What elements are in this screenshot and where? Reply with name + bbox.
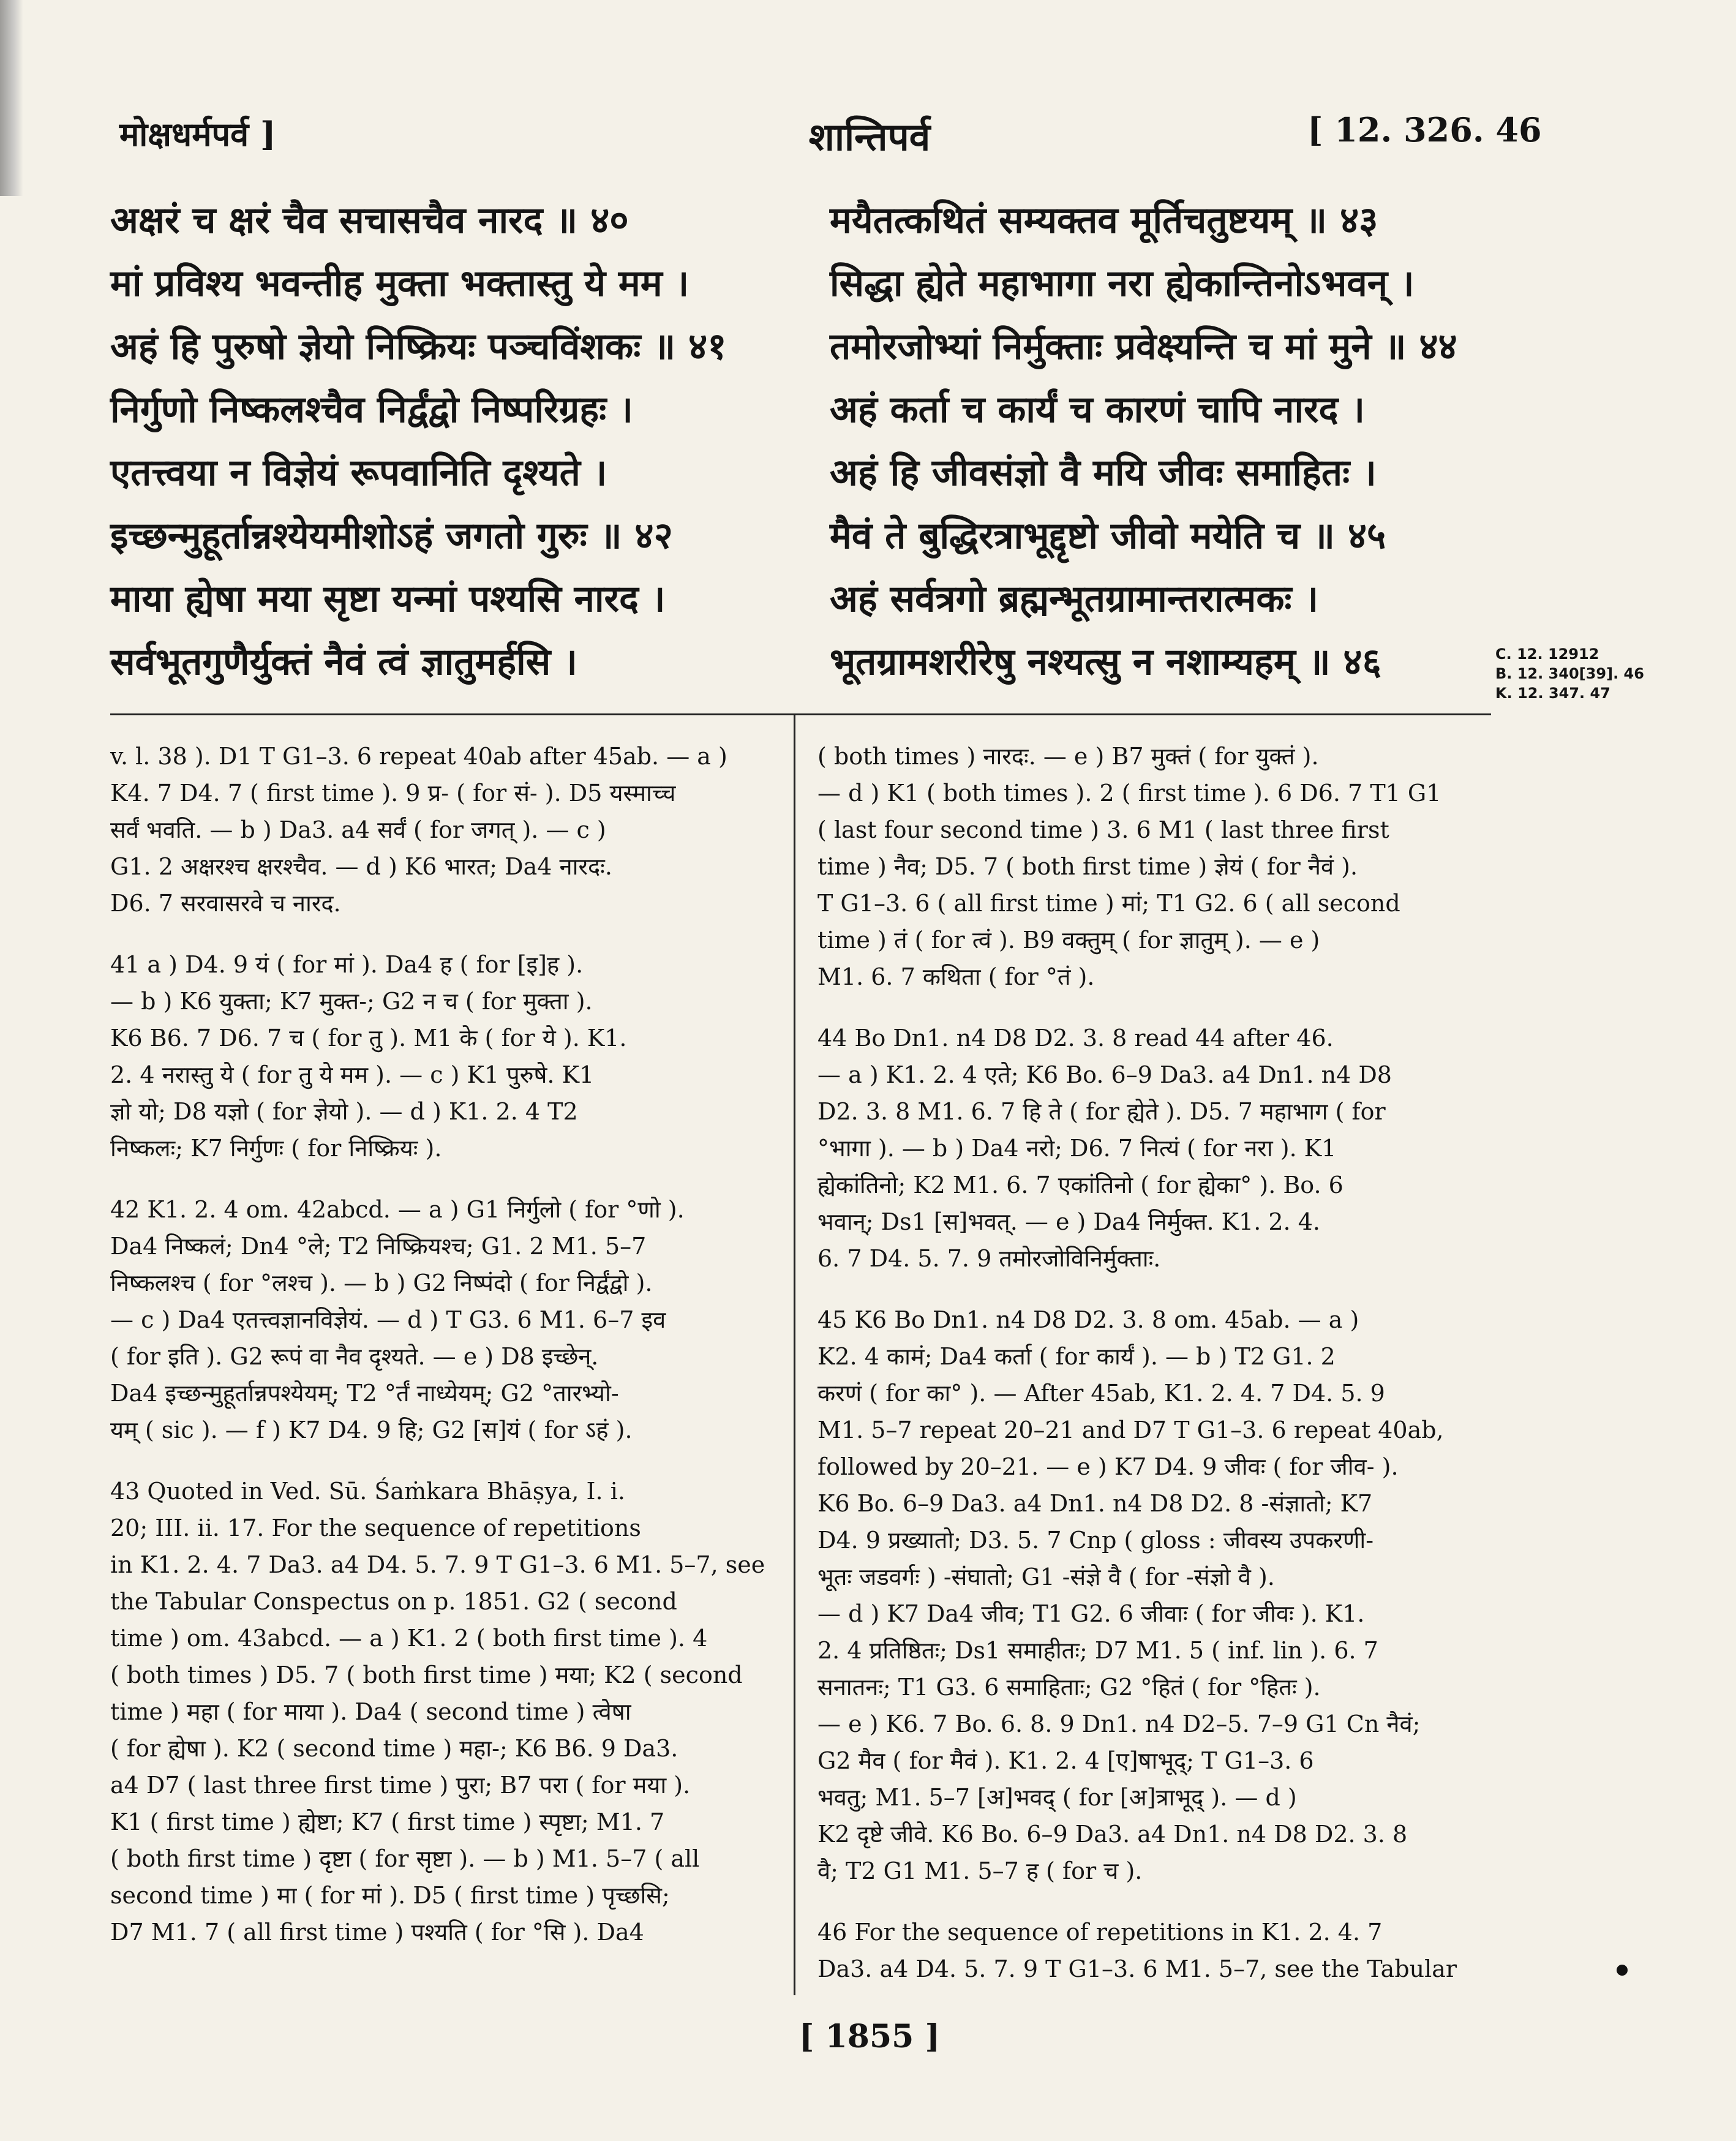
header-verse-reference: [ 12. 326. 46 [1307, 110, 1542, 149]
note-line: time ) महा ( for माया ). Da4 ( second time ) त्वेषा [110, 1698, 631, 1725]
note-paragraph [110, 1191, 778, 1448]
header-left-section: मोक्षधर्मपर्व ] [119, 115, 276, 154]
verse-line: एतत्त्वया न विज्ञेयं रूपवानिति दृश्यते । [110, 451, 607, 494]
note-line: — d ) K1 ( both times ). 2 ( first time ). 6 D6. 7 T1 G1 [817, 780, 1441, 807]
note-line: 6. 7 D4. 5. 7. 9 तमोरजोविनिर्मुक्ताः. [817, 1245, 1161, 1272]
verse-line: मैवं ते बुद्धिरत्राभूद्दृष्टो जीवो मयेति च ॥ ४५ [830, 514, 1386, 557]
ink-spot [1617, 1965, 1628, 1976]
concordance-references [1495, 644, 1644, 703]
note-line: a4 D7 ( last three first time ) पुरा; B7 परा ( for मया ). [110, 1772, 691, 1799]
note-line: Da4 निष्कलं; Dn4 °ले; T2 निष्क्रियश्च; G1. 2 M1. 5–7 [110, 1233, 647, 1260]
note-line: 45 K6 Bo Dn1. n4 D8 D2. 3. 8 om. 45ab. — a ) [817, 1306, 1359, 1333]
verse-line: माया ह्येषा मया सृष्टा यन्मां पश्यसि नारद । [110, 578, 666, 620]
verse-line: निर्गुणो निष्कलश्चैव निर्द्वंद्वो निष्परिग्रहः । [110, 388, 633, 431]
note-line: — d ) K7 Da4 जीव; T1 G2. 6 जीवाः ( for जीवः ). K1. [817, 1600, 1365, 1627]
horizontal-divider [110, 713, 1491, 715]
verse-line: मां प्रविश्य भवन्तीह मुक्ता भक्तास्तु ये मम । [110, 262, 690, 305]
note-line: वै; T2 G1 M1. 5–7 ह ( for च ). [817, 1857, 1143, 1884]
note-paragraph [110, 946, 778, 1167]
verse-line: भूतग्रामशरीरेषु नश्यत्सु न नशाम्यहम् ॥ ४६ [830, 641, 1381, 683]
verse-line: सर्वभूतगुणैर्युक्तं नैवं त्वं ज्ञातुमर्हसि । [110, 641, 577, 683]
note-line: time ) om. 43abcd. — a ) K1. 2 ( both first time ). 4 [110, 1625, 708, 1652]
note-line: K6 B6. 7 D6. 7 च ( for तु ). M1 के ( for ये ). K1. [110, 1025, 627, 1052]
note-line: time ) तं ( for त्वं ). B9 वक्तुम् ( for ज्ञातुम् ). — e ) [817, 927, 1320, 954]
note-line: — c ) Da4 एतत्त्वज्ञानविज्ञेयं. — d ) T G3. 6 M1. 6–7 इव [110, 1306, 666, 1333]
note-line: v. l. 38 ). D1 T G1–3. 6 repeat 40ab after 45ab. — a ) [110, 743, 727, 770]
note-line: D6. 7 सरवासरवे च नारद. [110, 890, 341, 917]
note-line: M1. 5–7 repeat 20–21 and D7 T G1–3. 6 repeat 40ab, [817, 1417, 1444, 1443]
verse-line: अहं कर्ता च कार्यं च कारणं चापि नारद । [830, 388, 1366, 431]
scan-edge-shadow [0, 0, 23, 196]
note-line: 43 Quoted in Ved. Sū. Śaṁkara Bhāṣya, I. i. [110, 1478, 625, 1505]
verse-line: सिद्धा ह्येते महाभागा नरा ह्येकान्तिनोऽभवन् । [830, 262, 1415, 305]
note-line: भूतः जडवर्गः ) -संघातो; G1 -संज्ञे वै ( for -संज्ञो वै ). [817, 1563, 1275, 1590]
note-paragraph [817, 1914, 1491, 1987]
concordance-bombay: B. 12. 340[39]. 46 [1495, 665, 1644, 682]
note-paragraph [110, 738, 778, 922]
note-line: यम् ( sic ). — f ) K7 D4. 9 हि; G2 [स]यं ( for ऽहं ). [110, 1417, 633, 1443]
note-line: ( both times ) नारदः. — e ) B7 मुक्तं ( for युक्तं ). [817, 743, 1319, 770]
note-line: °भागा ). — b ) Da4 नरो; D6. 7 नित्यं ( for नरा ). K1 [817, 1135, 1337, 1162]
note-line: K2. 4 कामं; Da4 कर्ता ( for कार्यं ). — b ) T2 G1. 2 [817, 1343, 1336, 1370]
concordance-kumbakonam: K. 12. 347. 47 [1495, 685, 1610, 702]
note-line: 44 Bo Dn1. n4 D8 D2. 3. 8 read 44 after 46. [817, 1025, 1334, 1052]
note-paragraph [817, 1301, 1491, 1889]
note-line: the Tabular Conspectus on p. 1851. G2 ( second [110, 1588, 677, 1615]
concordance-calcutta: C. 12. 12912 [1495, 645, 1599, 663]
verse-line: अहं हि पुरुषो ज्ञेयो निष्क्रियः पञ्चविंशकः ॥ ४१ [110, 325, 727, 368]
verse-line: तमोरजोभ्यां निर्मुक्ताः प्रवेक्ष्यन्ति च मां मुने ॥ ४४ [830, 325, 1457, 368]
verse-line: मयैतत्कथितं सम्यक्तव मूर्तिचतुष्टयम् ॥ ४३ [830, 199, 1378, 242]
note-line: ( for इति ). G2 रूपं वा नैव दृश्यते. — e ) D8 इच्छेन्. [110, 1343, 599, 1370]
note-line: सनातनः; T1 G3. 6 समाहिताः; G2 °हितं ( for °हितः ). [817, 1674, 1321, 1701]
verse-line: इच्छन्मुहूर्तान्नश्येयमीशोऽहं जगतो गुरुः ॥ ४२ [110, 514, 673, 557]
note-paragraph [817, 1020, 1491, 1277]
note-line: ह्येकांतिनो; K2 M1. 6. 7 एकांतिनो ( for ह्येका° ). Bo. 6 [817, 1172, 1343, 1198]
note-line: in K1. 2. 4. 7 Da3. a4 D4. 5. 7. 9 T G1–3. 6 M1. 5–7, see [110, 1551, 765, 1578]
note-line: K1 ( first time ) ह्येष्टा; K7 ( first time ) स्पृष्टा; M1. 7 [110, 1808, 665, 1835]
note-line: ( for ह्येषा ). K2 ( second time ) महा-; K6 B6. 9 Da3. [110, 1735, 678, 1762]
note-line: सर्वं भवति. — b ) Da3. a4 सर्वं ( for जगत् ). — c ) [110, 816, 606, 843]
note-line: भवान्; Ds1 [स]भवत्. — e ) Da4 निर्मुक्त. K1. 2. 4. [817, 1208, 1320, 1235]
note-line: 2. 4 प्रतिष्ठितः; Ds1 समाहीतः; D7 M1. 5 ( inf. lin ). 6. 7 [817, 1637, 1378, 1664]
page-number: [ 1855 ] [798, 2018, 941, 2055]
note-line: Da3. a4 D4. 5. 7. 9 T G1–3. 6 M1. 5–7, see the Tabular [817, 1955, 1457, 1982]
page-header [0, 110, 1736, 159]
note-line: followed by 20–21. — e ) K7 D4. 9 जीवः ( for जीव- ). [817, 1453, 1399, 1480]
note-paragraph [817, 738, 1491, 995]
note-line: — e ) K6. 7 Bo. 6. 8. 9 Dn1. n4 D2–5. 7–9 G1 Cn नैवं; [817, 1710, 1421, 1737]
note-line: 2. 4 नरास्तु ये ( for तु ये मम ). — c ) K1 पुरुषे. K1 [110, 1061, 595, 1088]
note-line: K2 दृष्टे जीवे. K6 Bo. 6–9 Da3. a4 Dn1. n4 D8 D2. 3. 8 [817, 1821, 1408, 1848]
header-book-title: शान्तिपर्व [808, 115, 931, 159]
note-line: D2. 3. 8 M1. 6. 7 हि ते ( for ह्येते ). D5. 7 महाभाग ( for [817, 1098, 1386, 1125]
note-paragraph [110, 1473, 778, 1951]
note-line: ( both first time ) दृष्टा ( for सृष्टा ). — b ) M1. 5–7 ( all [110, 1845, 700, 1872]
note-line: time ) नैव; D5. 7 ( both first time ) ज्ञेयं ( for नैवं ). [817, 853, 1358, 880]
note-line: 46 For the sequence of repetitions in K1. 2. 4. 7 [817, 1919, 1383, 1946]
note-line: G1. 2 अक्षरश्च क्षरश्चैव. — d ) K6 भारत; Da4 नारदः. [110, 853, 612, 880]
verse-line: अहं सर्वत्रगो ब्रह्मन्भूतग्रामान्तरात्मकः । [830, 578, 1319, 620]
note-line: भवतु; M1. 5–7 [अ]भवद् ( for [अ]त्राभूद् ). — d ) [817, 1784, 1297, 1811]
verse-column-right [830, 191, 1457, 696]
note-line: 20; III. ii. 17. For the sequence of repetitions [110, 1515, 641, 1541]
verse-line: अहं हि जीवसंज्ञो वै मयि जीवः समाहितः । [830, 451, 1377, 494]
note-line: 42 K1. 2. 4 om. 42abcd. — a ) G1 निर्गुलो ( for °णो ). [110, 1196, 685, 1223]
note-line: — a ) K1. 2. 4 एते; K6 Bo. 6–9 Da3. a4 Dn1. n4 D8 [817, 1061, 1392, 1088]
note-line: D4. 9 प्रख्यातो; D3. 5. 7 Cnp ( gloss : जीवस्य उपकरणी- [817, 1527, 1374, 1554]
note-line: ज्ञो यो; D8 यज्ञो ( for ज्ञेयो ). — d ) K1. 2. 4 T2 [110, 1098, 578, 1125]
verse-line: अक्षरं च क्षरं चैव सचासचैव नारद ॥ ४० [110, 199, 629, 242]
critical-apparatus-left [110, 738, 778, 1960]
column-divider [794, 715, 795, 1995]
note-line: करणं ( for का° ). — After 45ab, K1. 2. 4. 7 D4. 5. 9 [817, 1380, 1385, 1407]
note-line: T G1–3. 6 ( all first time ) मां; T1 G2. 6 ( all second [817, 890, 1400, 917]
note-line: D7 M1. 7 ( all first time ) पश्यति ( for °सि ). Da4 [110, 1919, 644, 1946]
note-line: K6 Bo. 6–9 Da3. a4 Dn1. n4 D8 D2. 8 -संज्ञातो; K7 [817, 1490, 1373, 1517]
note-line: second time ) मा ( for मां ). D5 ( first time ) पृच्छसि; [110, 1882, 670, 1909]
note-line: Da4 इच्छन्मुहूर्तान्नपश्येयम्; T2 °र्तं नाध्येयम्; G2 °तारभ्यो- [110, 1380, 619, 1407]
verse-column-left [110, 191, 726, 696]
note-line: निष्कलश्च ( for °लश्च ). — b ) G2 निष्पंदो ( for निर्द्वंद्वो ). [110, 1270, 653, 1296]
note-line: निष्कलः; K7 निर्गुणः ( for निष्क्रियः ). [110, 1135, 442, 1162]
note-line: G2 मैव ( for मैवं ). K1. 2. 4 [ए]षाभूद्; T G1–3. 6 [817, 1747, 1314, 1774]
note-line: M1. 6. 7 कथिता ( for °तं ). [817, 963, 1095, 990]
note-line: ( both times ) D5. 7 ( both first time ) मया; K2 ( second [110, 1661, 743, 1688]
note-line: 41 a ) D4. 9 यं ( for मां ). Da4 ह ( for [इ]ह ). [110, 951, 584, 978]
critical-apparatus-right [817, 738, 1491, 1997]
note-line: K4. 7 D4. 7 ( first time ). 9 प्र- ( for सं- ). D5 यस्माच्च [110, 780, 676, 807]
note-line: ( last four second time ) 3. 6 M1 ( last three first [817, 816, 1389, 843]
note-line: — b ) K6 युक्ता; K7 मुक्त-; G2 न च ( for मुक्ता ). [110, 988, 593, 1015]
